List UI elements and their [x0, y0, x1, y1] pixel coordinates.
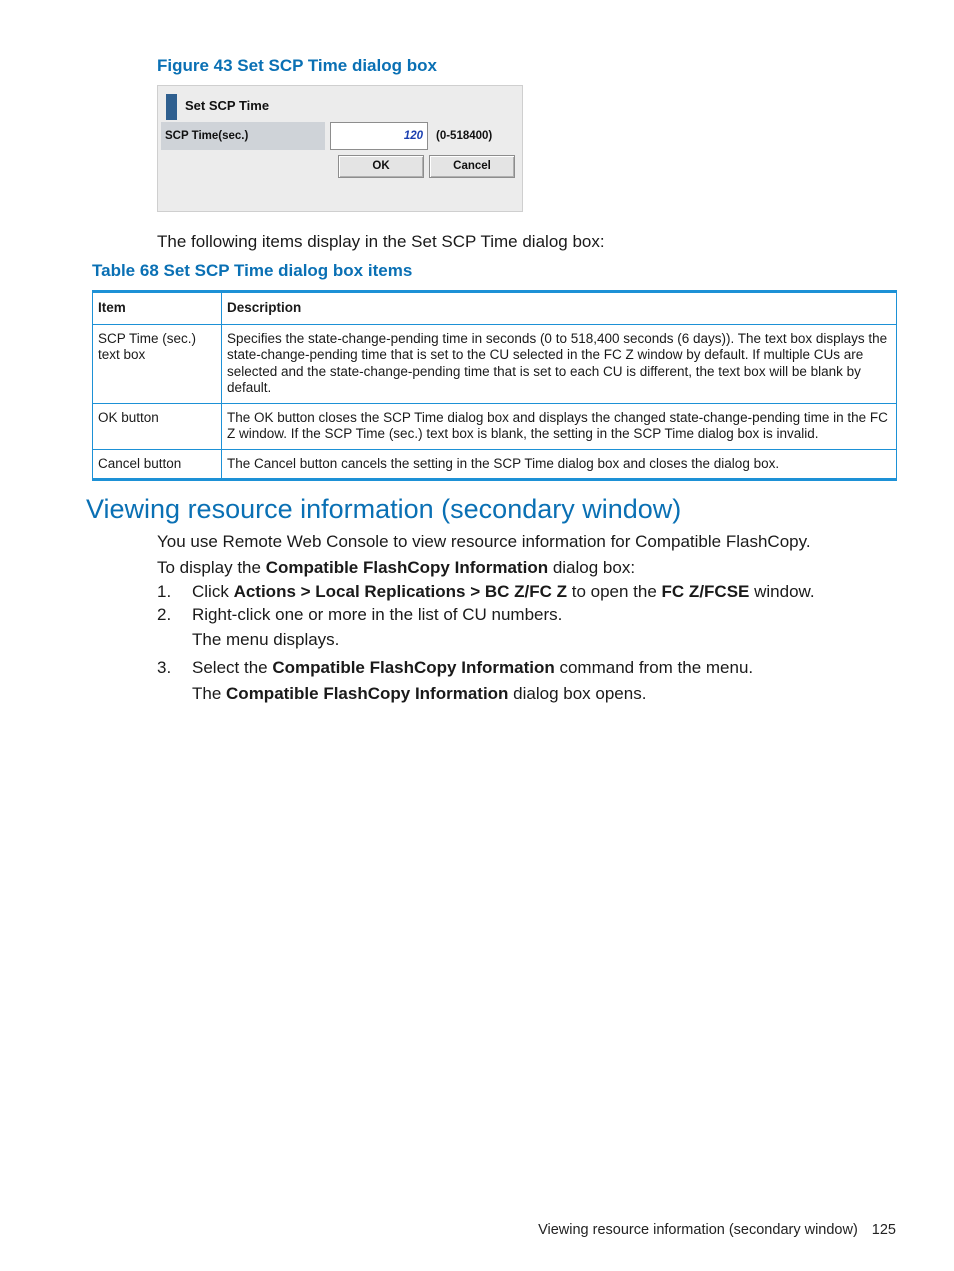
display-bold: Compatible FlashCopy Information — [265, 558, 549, 577]
table-row — [93, 324, 897, 403]
row-item: Cancel button — [93, 449, 222, 480]
table-caption: Table 68 Set SCP Time dialog box items — [92, 261, 413, 280]
section-intro: You use Remote Web Console to view resource information for Compatible FlashCopy. — [157, 532, 811, 551]
step-3-text — [192, 657, 753, 679]
row-description: The OK button closes the SCP Time dialog box and displays the changed state-change-pending time in the FC Z window. If the SCP Time (sec.) text box is blank, the setting in the SCP Time dialog box is invalid. — [222, 403, 897, 449]
footer-section: Viewing resource information (secondary window) — [538, 1222, 858, 1238]
figure-caption: Figure 43 Set SCP Time dialog box — [157, 56, 437, 75]
row-item: OK button — [93, 403, 222, 449]
step-1-part: window. — [749, 582, 815, 601]
scp-time-label: SCP Time(sec.) — [161, 122, 325, 150]
table-row — [93, 449, 897, 480]
display-pre: To display the — [157, 558, 266, 577]
scp-time-range: (0-518400) — [436, 130, 493, 142]
display-instruction — [157, 557, 635, 579]
step-1-part: to open the — [567, 582, 662, 601]
items-table — [92, 290, 897, 481]
step-1-text — [192, 581, 815, 603]
intro-text: The following items display in the Set SCP Time dialog box: — [157, 232, 605, 251]
step-3-part: command from the menu. — [554, 658, 754, 677]
step-1-menu-path: Actions > Local Replications > BC Z/FC Z — [233, 582, 568, 601]
row-description: Specifies the state-change-pending time in seconds (0 to 518,400 seconds (6 days)). The text box displays the state-change-pending time that is set to the CU selected in the FC Z window by default. If multiple CUs are selected and the state-change-pending time that is set to each CU is different, the text box will be blank by default. — [222, 324, 897, 403]
section-heading: Viewing resource information (secondary window) — [86, 494, 682, 524]
table-row — [93, 403, 897, 449]
step-2-result: The menu displays. — [192, 630, 340, 649]
step-3-command: Compatible FlashCopy Information — [272, 658, 555, 677]
step-3-part: Select the — [192, 658, 273, 677]
header-description: Description — [222, 292, 897, 325]
step-1-part: Click — [192, 582, 234, 601]
table-header-row — [93, 292, 897, 325]
step-3-result-pre: The — [192, 684, 227, 703]
page-number: 125 — [871, 1222, 896, 1238]
step-2-text: Right-click one or more in the list of CU numbers. — [192, 605, 563, 624]
step-3-result-post: dialog box opens. — [508, 684, 647, 703]
dialog-title: Set SCP Time — [185, 98, 270, 113]
ok-button[interactable]: OK — [338, 155, 424, 178]
step-number: 2. — [157, 605, 172, 624]
row-item: SCP Time (sec.) text box — [93, 324, 222, 403]
dialog-title-accent — [166, 94, 177, 120]
step-1-window-name: FC Z/FCSE — [661, 582, 750, 601]
scp-time-input[interactable]: 120 — [330, 122, 428, 150]
set-scp-time-dialog — [157, 85, 523, 212]
row-description: The Cancel button cancels the setting in the SCP Time dialog box and closes the dialog box. — [222, 449, 897, 480]
step-3-result — [192, 683, 646, 705]
cancel-button[interactable]: Cancel — [429, 155, 515, 178]
page-footer — [538, 1222, 896, 1238]
step-number: 1. — [157, 582, 172, 601]
step-number: 3. — [157, 658, 172, 677]
header-item: Item — [93, 292, 222, 325]
step-3-result-bold: Compatible FlashCopy Information — [226, 684, 509, 703]
display-post: dialog box: — [548, 558, 636, 577]
